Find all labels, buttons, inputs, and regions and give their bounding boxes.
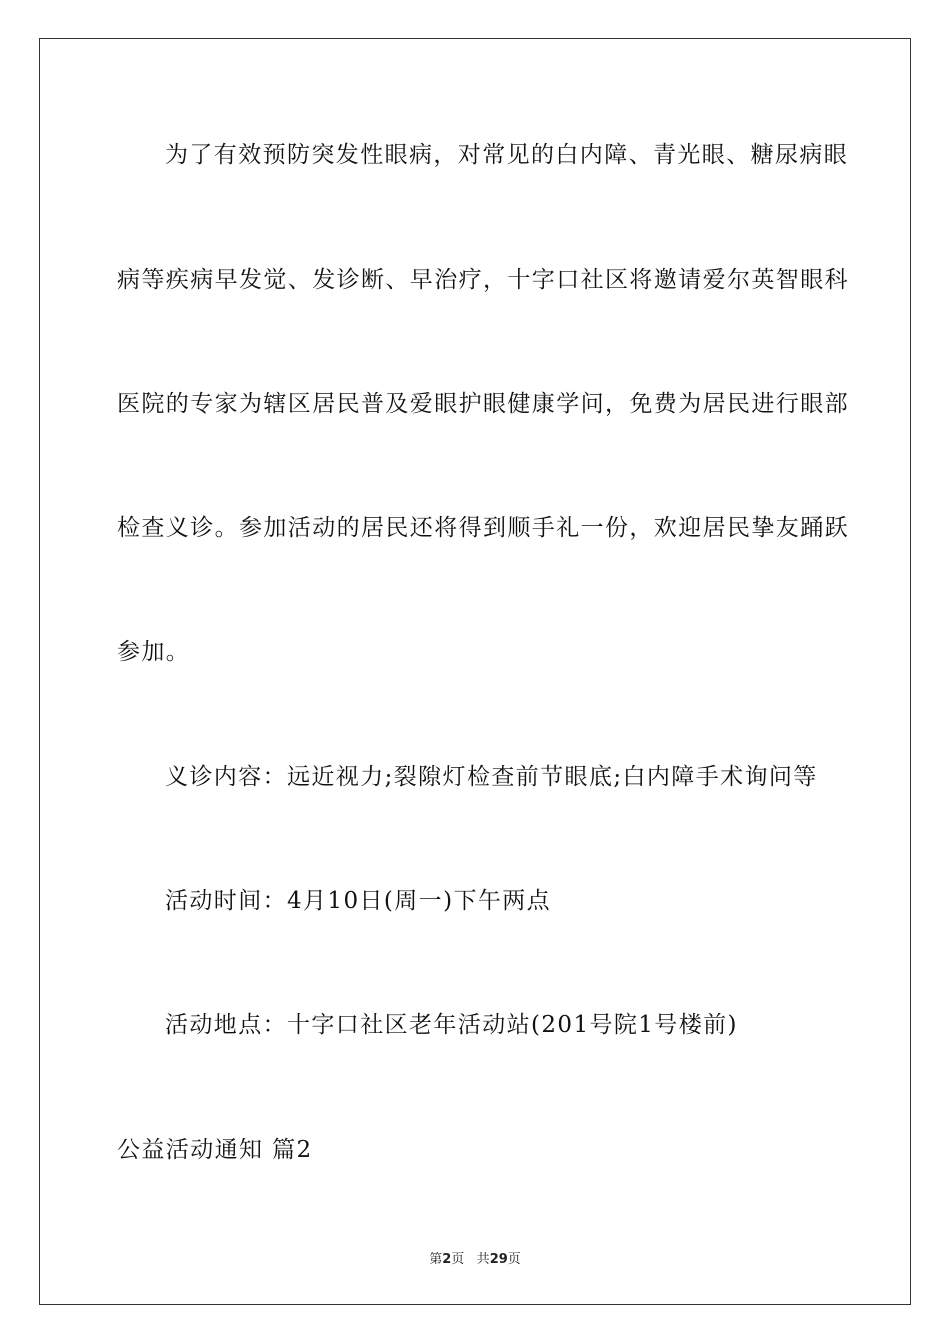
footer-prefix: 第	[429, 1252, 443, 1267]
clinic-content-line: 义诊内容：远近视力;裂隙灯检查前节眼底;白内障手术询问等	[165, 764, 818, 790]
paragraph-line: 参加。	[117, 639, 191, 665]
event-time-line: 活动时间：4月10日(周一)下午两点	[165, 888, 552, 914]
footer-total-suffix: 页	[507, 1252, 521, 1267]
paragraph-line: 为了有效预防突发性眼病，对常见的白内障、青光眼、糖尿病眼	[165, 142, 849, 168]
footer-page-suffix: 页	[451, 1252, 465, 1267]
total-pages-number: 29	[489, 1252, 508, 1267]
paragraph-line: 病等疾病早发觉、发诊断、早治疗，十字口社区将邀请爱尔英智眼科	[117, 267, 849, 293]
event-location-line: 活动地点：十字口社区老年活动站(201号院1号楼前)	[165, 1012, 738, 1038]
page-border	[39, 38, 911, 1305]
section-heading: 公益活动通知 篇2	[117, 1137, 313, 1163]
paragraph-line: 检查义诊。参加活动的居民还将得到顺手礼一份，欢迎居民挚友踊跃	[117, 515, 849, 541]
paragraph-line: 医院的专家为辖区居民普及爱眼护眼健康学问，免费为居民进行眼部	[117, 391, 849, 417]
page-footer	[0, 1248, 950, 1267]
footer-total-prefix: 共	[476, 1252, 490, 1267]
current-page-number: 2	[442, 1252, 452, 1267]
